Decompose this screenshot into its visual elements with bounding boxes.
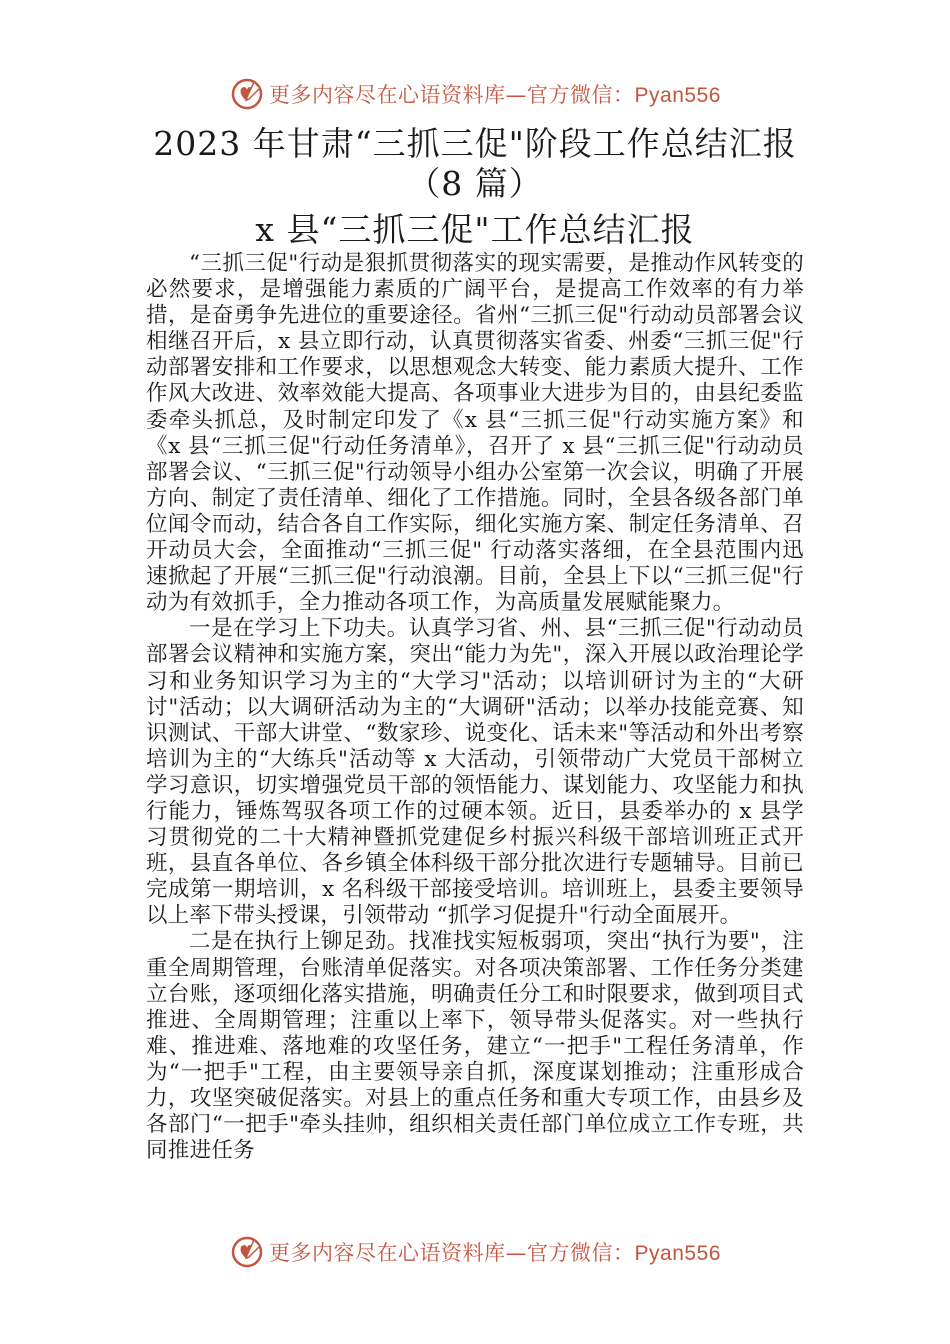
footer-watermark-banner — [0, 1230, 950, 1274]
section-subtitle: x 县“三抓三促"工作总结汇报 — [255, 210, 695, 249]
title-line-2: （8 篇） — [407, 164, 543, 203]
wechat-id: Pyan556 — [634, 84, 721, 107]
heart-pen-logo-icon — [229, 76, 265, 112]
paragraph-study: 一是在学习上下功夫。认真学习省、州、县“三抓三促"行动动员部署会议精神和实施方案，突出“能力为先"，深入开展以政治理论学习和业务知识学习为主的“大学习"活动；以培训研讨为主的“大研讨"活动；以大调研活动为主的“大调研"活动；以举办技能竞赛、知识测试、干部大讲堂、“数家珍、说变化、话未来"等活动和外出考察培训为主的“大练兵"活动等 x 大活动，引领带动广大党员干部树立学习意识，切实增强党员干部的领悟能力、谋划能力、攻坚能力和执行能力，锤炼驾驭各项工作的过硬本领。近日，县委举办的 x 县学习贯彻党的二十大精神暨抓党建促乡村振兴科级干部培训班正式开班，县直各单位、各乡镇全体科级干部分批次进行专题辅导。目前已完成第一期培训，x 名科级干部接受培训。培训班上，县委主要领导以上率下带头授课，引领带动 “抓学习促提升"行动全面展开。 — [146, 616, 804, 929]
document-body — [146, 251, 804, 1164]
watermark-text: 更多内容尽在心语资料库—官方微信：Pyan556 — [269, 1241, 721, 1265]
wechat-id: Pyan556 — [634, 1242, 721, 1265]
header-watermark-banner — [0, 72, 950, 116]
watermark-text: 更多内容尽在心语资料库—官方微信：Pyan556 — [269, 83, 721, 107]
heart-pen-logo-icon — [229, 1234, 265, 1270]
title-line-1: 2023 年甘肃“三抓三促"阶段工作总结汇报 — [153, 124, 797, 163]
paragraph-execution: 二是在执行上铆足劲。找准找实短板弱项，突出“执行为要"，注重全周期管理，台账清单促落实。对各项决策部署、工作任务分类建立台账，逐项细化落实措施，明确责任分工和时限要求，做到项目式推进、全周期管理；注重以上率下，领导带头促落实。对一些执行难、推进难、落地难的攻坚任务，建立“一把手"工程任务清单，作为“一把手"工程，由主要领导亲自抓，深度谋划推动；注重形成合力，攻坚突破促落实。对县上的重点任务和重大专项工作，由县乡及各部门“一把手"牵头挂帅，组织相关责任部门单位成立工作专班，共同推进任务 — [146, 929, 804, 1164]
document-title — [0, 124, 950, 204]
paragraph-intro: “三抓三促"行动是狠抓贯彻落实的现实需要，是推动作风转变的必然要求，是增强能力素质的广阔平台，是提高工作效率的有力举措，是奋勇争先进位的重要途径。省州“三抓三促"行动动员部署会议相继召开后，x 县立即行动，认真贯彻落实省委、州委“三抓三促"行动部署安排和工作要求，以思想观念大转变、能力素质大提升、工作作风大改进、效率效能大提高、各项事业大进步为目的，由县纪委监委牵头抓总，及时制定印发了《x 县“三抓三促"行动实施方案》和《x 县“三抓三促"行动任务清单》，召开了 x 县“三抓三促"行动动员部署会议、“三抓三促"行动领导小组办公室第一次会议，明确了开展方向、制定了责任清单、细化了工作措施。同时，全县各级各部门单位闻令而动，结合各自工作实际，细化实施方案、制定任务清单、召开动员大会，全面推动“三抓三促" 行动落实落细，在全县范围内迅速掀起了开展“三抓三促"行动浪潮。目前，全县上下以“三抓三促"行动为有效抓手，全力推动各项工作，为高质量发展赋能聚力。 — [146, 251, 804, 616]
